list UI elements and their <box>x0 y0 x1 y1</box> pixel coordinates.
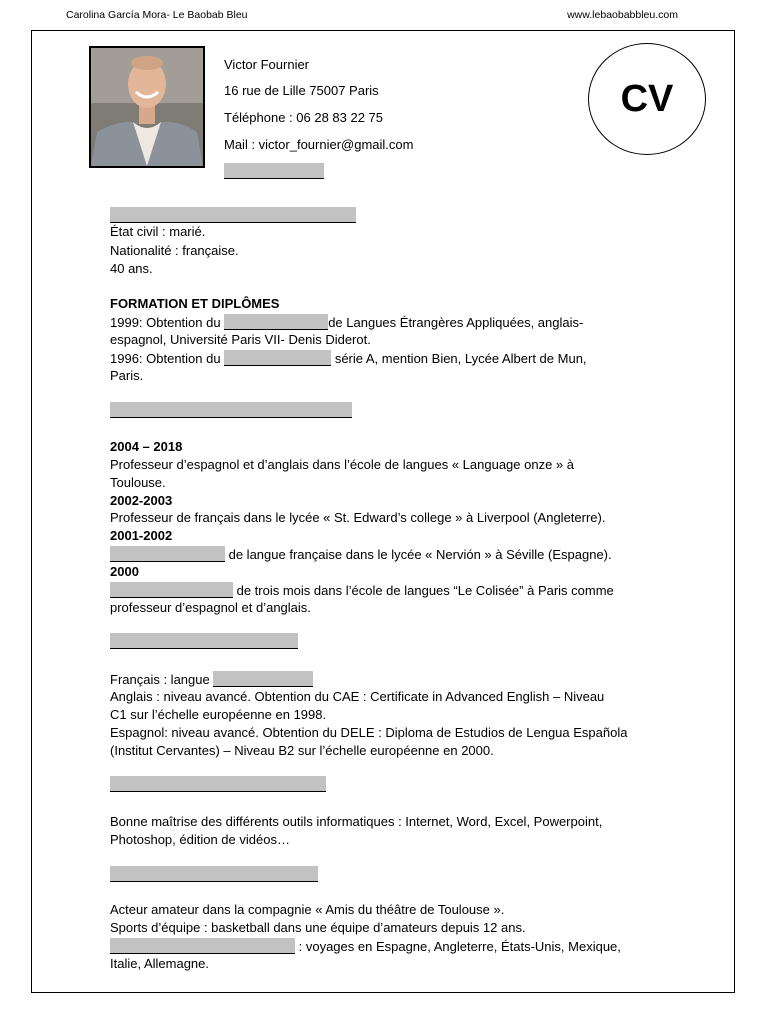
section-heading-redacted <box>110 402 352 418</box>
language-text: Français : langue <box>110 672 214 687</box>
language-line: C1 sur l’échelle européenne en 1998. <box>110 707 327 722</box>
hobbies-text: : voyages en Espagne, Angleterre, États-Unis, Mexique, <box>295 939 621 954</box>
experience-line: Professeur de français dans le lycée « St. Edward’s college » à Liverpool (Angleterre). <box>110 510 606 525</box>
profile-photo <box>89 46 205 168</box>
redacted-field <box>110 582 233 598</box>
email: Mail : victor_fournier@gmail.com <box>224 137 414 152</box>
experience-year: 2000 <box>110 564 139 579</box>
hobbies-line: Italie, Allemagne. <box>110 956 210 971</box>
nationality: Nationalité : française. <box>110 243 239 258</box>
formation-line: espagnol, Université Paris VII- Denis Diderot. <box>110 332 371 347</box>
redacted-field <box>224 314 328 330</box>
formation-text: 1996: Obtention du <box>110 351 225 366</box>
hobbies-line: Acteur amateur dans la compagnie « Amis du théâtre de Toulouse ». <box>110 902 505 917</box>
hobbies-line: Sports d’équipe : basketball dans une équipe d’amateurs depuis 12 ans. <box>110 920 526 935</box>
redacted-field <box>110 546 225 562</box>
address: 16 rue de Lille 75007 Paris <box>224 83 379 98</box>
experience-line: Professeur d’espagnol et d’anglais dans l’école de langues « Language onze » à <box>110 457 575 472</box>
formation-line <box>110 314 583 330</box>
section-heading-redacted <box>110 633 298 649</box>
formation-text: de Langues Étrangères Appliquées, anglais- <box>328 315 584 330</box>
section-heading-redacted <box>110 207 356 223</box>
section-heading-redacted <box>110 776 326 792</box>
experience-line <box>110 582 614 598</box>
experience-year: 2002-2003 <box>110 493 173 508</box>
candidate-name: Victor Fournier <box>224 57 310 72</box>
language-line: Espagnol: niveau avancé. Obtention du DELE : Diploma de Estudios de Lengua Española <box>110 725 628 740</box>
redacted-field <box>224 350 331 366</box>
redacted-field <box>110 938 295 954</box>
experience-line <box>110 546 612 562</box>
experience-text: de trois mois dans l’école de langues “Le Colisée” à Paris comme <box>233 583 614 598</box>
section-heading-redacted <box>110 866 318 882</box>
redacted-bar <box>224 163 324 179</box>
experience-line: Toulouse. <box>110 475 166 490</box>
experience-text: de langue française dans le lycée « Nervión » à Séville (Espagne). <box>225 547 612 562</box>
age: 40 ans. <box>110 261 153 276</box>
hobbies-line <box>110 938 621 954</box>
formation-line: Paris. <box>110 368 144 383</box>
cv-badge: CV <box>588 43 706 155</box>
formation-line <box>110 350 587 366</box>
civil-status: État civil : marié. <box>110 224 206 239</box>
it-skills-line: Bonne maîtrise des différents outils informatiques : Internet, Word, Excel, Powerpoint, <box>110 814 603 829</box>
language-line: (Institut Cervantes) – Niveau B2 sur l’échelle européenne en 2000. <box>110 743 494 758</box>
header-left-text: Carolina García Mora- Le Baobab Bleu <box>66 9 248 21</box>
formation-heading: FORMATION ET DIPLÔMES <box>110 296 280 311</box>
experience-line: professeur d’espagnol et d’anglais. <box>110 600 311 615</box>
it-skills-line: Photoshop, édition de vidéos… <box>110 832 290 847</box>
header-website: www.lebaobabbleu.com <box>567 9 678 21</box>
formation-text: 1999: Obtention du <box>110 315 225 330</box>
language-line <box>110 671 313 687</box>
phone: Téléphone : 06 28 83 22 75 <box>224 110 384 125</box>
formation-text: série A, mention Bien, Lycée Albert de Mun, <box>331 351 587 366</box>
experience-year: 2001-2002 <box>110 528 173 543</box>
experience-year: 2004 – 2018 <box>110 439 183 454</box>
language-line: Anglais : niveau avancé. Obtention du CAE : Certificate in Advanced English – Niveau <box>110 689 605 704</box>
redacted-field <box>213 671 313 687</box>
